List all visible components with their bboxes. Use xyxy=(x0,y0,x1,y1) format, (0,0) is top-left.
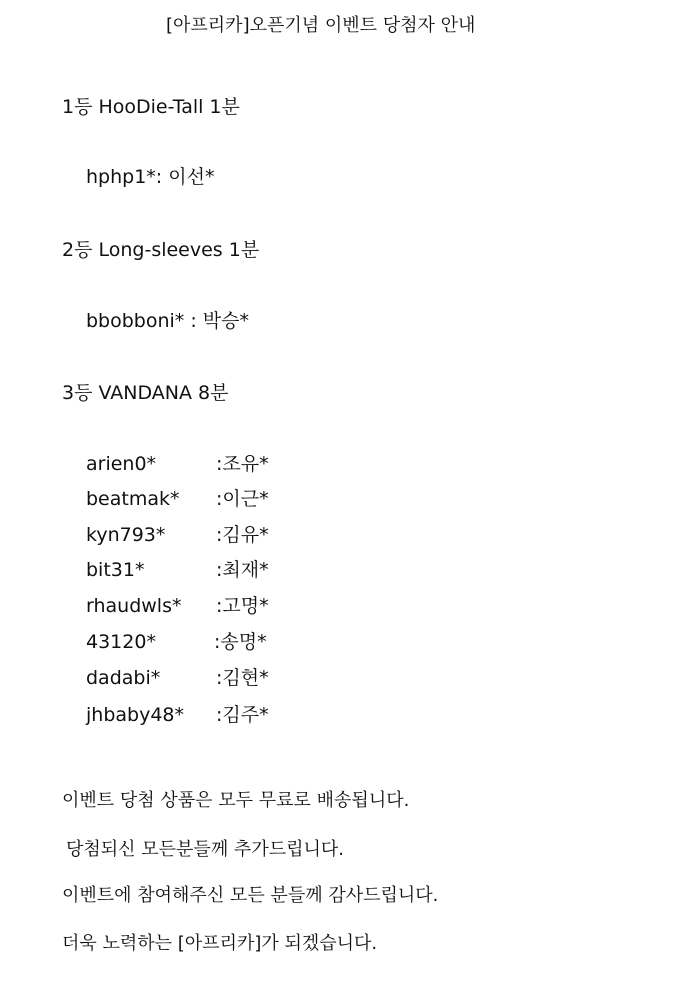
winner-id: dadabi* xyxy=(86,667,161,689)
footer-note-thanks: 이벤트에 참여해주신 모든 분들께 감사드립니다. xyxy=(62,885,439,906)
prize-1-winner: hphp1*: 이선* xyxy=(86,166,215,188)
footer-note-closing: 더욱 노력하는 [아프리카]가 되겠습니다. xyxy=(62,933,378,954)
prize-1-heading: 1등 HooDie-Tall 1분 xyxy=(62,96,240,118)
winner-name: :고명* xyxy=(216,595,269,617)
footer-note-shipping: 이벤트 당첨 상품은 모두 무료로 배송됩니다. xyxy=(62,790,410,811)
winner-name: :김유* xyxy=(216,524,269,546)
winner-id: arien0* xyxy=(86,453,157,475)
winner-name: :송명* xyxy=(214,631,267,653)
winner-id: jhbaby48* xyxy=(86,704,185,726)
prize-3-heading: 3등 VANDANA 8분 xyxy=(62,382,229,404)
winner-id: beatmak* xyxy=(86,488,180,510)
winner-id: rhaudwls* xyxy=(86,595,182,617)
footer-note-extra: 당첨되신 모든분들께 추가드립니다. xyxy=(66,839,344,860)
winner-name: :최재* xyxy=(216,559,269,581)
winner-id: 43120* xyxy=(86,631,156,653)
prize-2-heading: 2등 Long-sleeves 1분 xyxy=(62,239,260,261)
winner-name: :김주* xyxy=(216,704,269,726)
winner-name: :이근* xyxy=(216,488,269,510)
prize-2-winner: bbobboni* : 박승* xyxy=(86,310,250,332)
winner-id: bit31* xyxy=(86,559,145,581)
winner-name: :김현* xyxy=(216,667,269,689)
winner-id: kyn793* xyxy=(86,524,166,546)
winner-name: :조유* xyxy=(216,453,269,475)
page-title: [아프리카]오픈기념 이벤트 당첨자 안내 xyxy=(166,15,476,36)
